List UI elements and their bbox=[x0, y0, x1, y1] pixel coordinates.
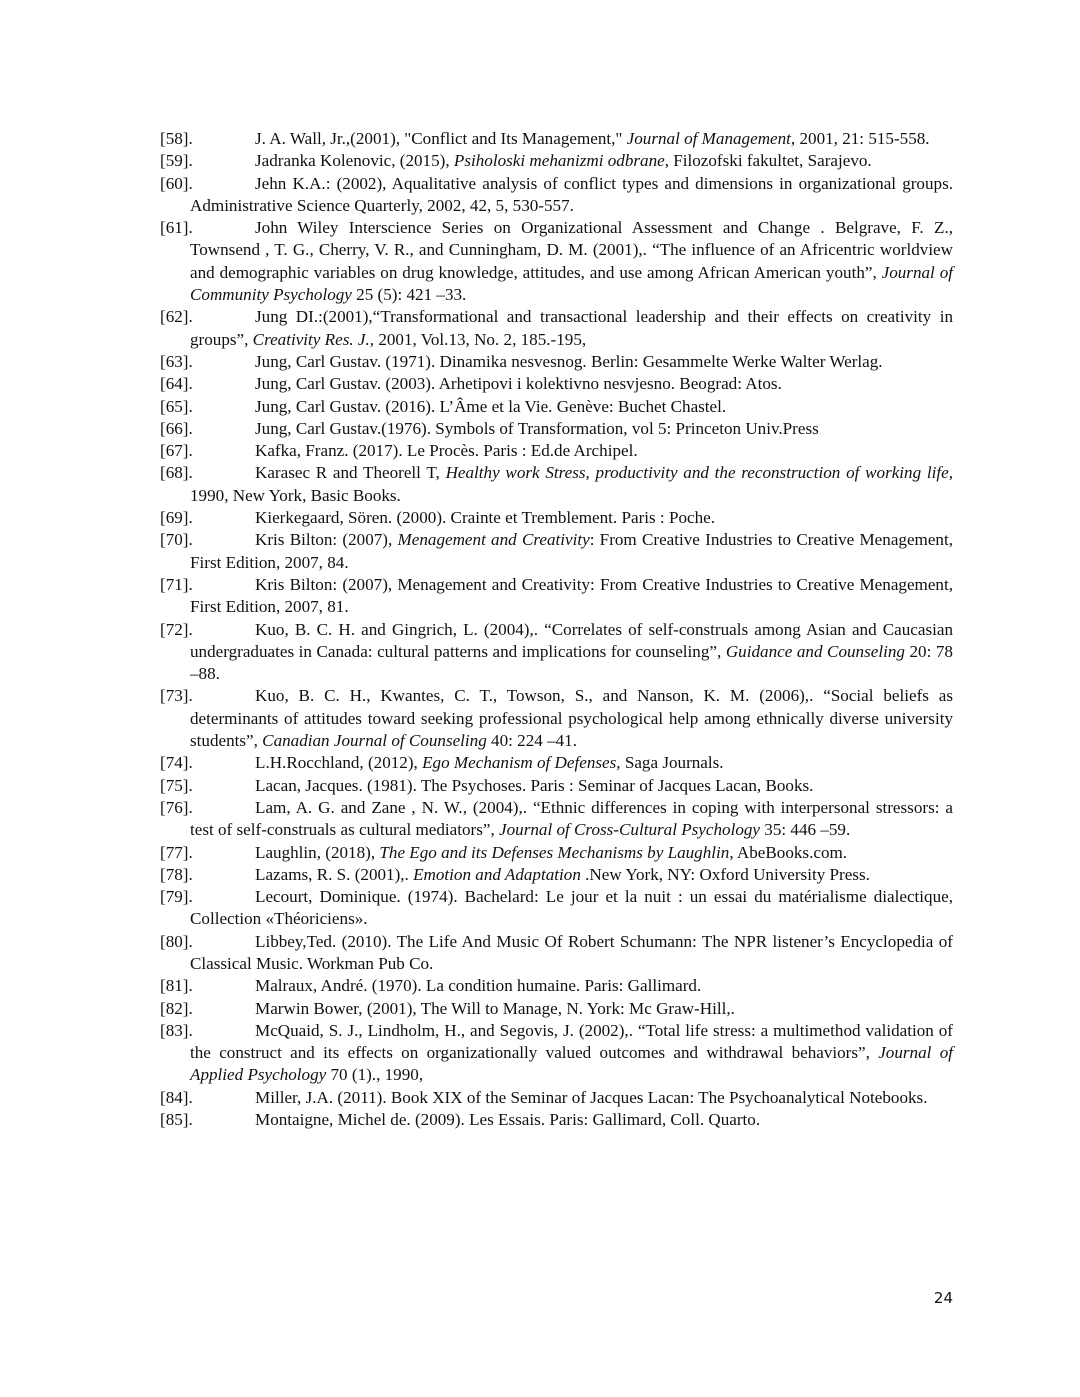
reference-number: [77]. bbox=[160, 842, 193, 862]
reference-title-italic: Healthy work Stress, productivity and the reconstruction of working life, bbox=[445, 463, 953, 483]
reference-text: Kuo, B. C. H. and Gingrich, L. (2004),. “Correlates of self-construals among Asian and Caucasian undergraduates in Canada: cultural patterns and implications for counseling”, bbox=[190, 619, 953, 661]
reference-text: , 2001, 21: 515-558. bbox=[790, 129, 930, 148]
reference-text: Marwin Bower, (2001), The Will to Manage, N. York: Mc Graw-Hill,. bbox=[255, 998, 735, 1018]
reference-text: Laughlin, (2018), bbox=[255, 842, 380, 862]
reference-title-italic: Journal of Applied Psychology bbox=[190, 1043, 954, 1085]
reference-title-italic: Journal of Cross-Cultural Psychology bbox=[499, 820, 761, 840]
reference-entry bbox=[160, 1020, 953, 1087]
reference-title-italic: Emotion and Adaptation bbox=[413, 864, 581, 884]
reference-text: John Wiley Interscience Series on Organizational Assessment and Change . Belgrave, F. Z., Townsend , T. G., Cherry, V. R., and Cunningham, D. M. (2001),. “The influence of an Africentric worldview and demographic variables on drug knowledge, attitudes, and use among African American youth”, bbox=[190, 218, 953, 282]
reference-text: : From Creative Industries to Creative Menagement, First Edition, 2007, 84. bbox=[190, 530, 953, 572]
reference-number: [68]. bbox=[160, 463, 193, 483]
reference-text: Kris Bilton: (2007), Menagement and Creativity: From Creative Industries to Creative Menagement, First Edition, 2007, 81. bbox=[190, 574, 953, 617]
reference-text: L.H.Rocchland, (2012), bbox=[255, 753, 423, 773]
reference-entry bbox=[160, 418, 953, 440]
reference-entry bbox=[160, 173, 953, 218]
reference-entry bbox=[160, 775, 953, 797]
reference-entry bbox=[160, 685, 953, 752]
reference-number: [69]. bbox=[160, 508, 193, 528]
reference-number: [75]. bbox=[160, 775, 193, 795]
reference-text: Jung, Carl Gustav. (2003). Arhetipovi i kolektivno nesvjesno. Beograd: Atos. bbox=[255, 374, 782, 394]
reference-text: Jung, Carl Gustav. (2016). L’Âme et la Vie. Genève: Buchet Chastel. bbox=[255, 396, 727, 416]
reference-entry bbox=[160, 931, 953, 976]
reference-number: [72]. bbox=[160, 619, 193, 639]
reference-title-italic: Menagement and Creativity bbox=[397, 530, 590, 550]
reference-number: [84]. bbox=[160, 1087, 193, 1107]
reference-text: J. A. Wall, Jr.,(2001), "Conflict and Its Management," bbox=[255, 129, 627, 148]
reference-title-italic: Creativity Res. J. bbox=[252, 329, 370, 349]
reference-entry bbox=[160, 975, 953, 997]
reference-entry bbox=[160, 373, 953, 395]
reference-number: [85]. bbox=[160, 1110, 193, 1130]
reference-entry bbox=[160, 351, 953, 373]
reference-number: [58]. bbox=[160, 129, 193, 148]
reference-title-italic: Journal of Management bbox=[626, 129, 791, 148]
reference-number: [64]. bbox=[160, 374, 193, 394]
reference-text: Lacan, Jacques. (1981). The Psychoses. Paris : Seminar of Jacques Lacan, Books. bbox=[255, 775, 814, 795]
reference-number: [62]. bbox=[160, 307, 193, 327]
reference-entry bbox=[160, 128, 953, 150]
reference-number: [73]. bbox=[160, 686, 193, 706]
reference-number: [80]. bbox=[160, 931, 193, 951]
reference-number: [67]. bbox=[160, 441, 193, 461]
reference-title-italic: Psiholoski mehanizmi odbrane bbox=[453, 151, 665, 171]
reference-entry bbox=[160, 886, 953, 931]
reference-text: Jung, Carl Gustav.(1976). Symbols of Transformation, vol 5: Princeton Univ.Press bbox=[255, 418, 819, 438]
reference-text: Jung DI.:(2001),“Transformational and transactional leadership and their effects on creativity in groups”, bbox=[190, 307, 953, 349]
reference-text: Miller, J.A. (2011). Book XIX of the Seminar of Jacques Lacan: The Psychoanalytical Notebooks. bbox=[255, 1087, 928, 1107]
reference-text: Karasec R and Theorell T, bbox=[255, 463, 446, 483]
reference-text: , Filozofski fakultet, Sarajevo. bbox=[664, 151, 872, 171]
reference-number: [74]. bbox=[160, 753, 193, 773]
reference-text: Lam, A. G. and Zane , N. W., (2004),. “Ethnic differences in coping with interpersonal stressors: a test of self-construals as cultural mediators”, bbox=[190, 797, 953, 840]
reference-number: [61]. bbox=[160, 218, 193, 238]
reference-entry bbox=[160, 462, 953, 507]
reference-text: , AbeBooks.com. bbox=[729, 842, 848, 862]
reference-text: Lecourt, Dominique. (1974). Bachelard: Le jour et la nuit : un essai du matérialisme dialectique, Collection «Théoriciens». bbox=[190, 887, 953, 929]
reference-entry bbox=[160, 217, 953, 306]
reference-number: [79]. bbox=[160, 887, 193, 907]
reference-text: Malraux, André. (1970). La condition humaine. Paris: Gallimard. bbox=[255, 976, 702, 996]
reference-text: Saga Journals. bbox=[620, 753, 724, 773]
reference-entry bbox=[160, 619, 953, 686]
reference-text: Kafka, Franz. (2017). Le Procès. Paris : Ed.de Archipel. bbox=[255, 441, 638, 461]
reference-number: [81]. bbox=[160, 976, 193, 996]
reference-text: Kierkegaard, Sören. (2000). Crainte et Tremblement. Paris : Poche. bbox=[255, 508, 716, 528]
reference-number: [66]. bbox=[160, 418, 193, 438]
reference-entry bbox=[160, 306, 953, 351]
reference-text: Libbey,Ted. (2010). The Life And Music Of Robert Schumann: The NPR listener’s Encyclopedia of Classical Music. Workman Pub Co. bbox=[190, 931, 953, 973]
reference-number: [70]. bbox=[160, 530, 193, 550]
reference-entry bbox=[160, 842, 953, 864]
reference-entry bbox=[160, 1109, 953, 1131]
reference-text: 35: 446 –59. bbox=[760, 820, 851, 840]
reference-text: 20: 78 –88. bbox=[190, 641, 953, 684]
reference-entry bbox=[160, 752, 953, 774]
reference-entry bbox=[160, 864, 953, 886]
reference-number: [71]. bbox=[160, 574, 193, 594]
reference-title-italic: Canadian Journal of Counseling bbox=[262, 731, 487, 751]
reference-text: Kuo, B. C. H., Kwantes, C. T., Towson, S., and Nanson, K. M. (2006),. “Social beliefs as determinants of attitudes toward seeking professional psychological help among ethnically diverse university students”, bbox=[190, 686, 953, 751]
reference-number: [78]. bbox=[160, 864, 193, 884]
reference-text: McQuaid, S. J., Lindholm, H., and Segovis, J. (2002),. “Total life stress: a multimethod validation of the construct and its effects on organizationally valued outcomes and withdrawal behaviors”, bbox=[190, 1020, 953, 1063]
reference-entry bbox=[160, 574, 953, 619]
reference-number: [82]. bbox=[160, 998, 193, 1018]
reference-entry bbox=[160, 150, 953, 172]
reference-text: Kris Bilton: (2007), bbox=[255, 530, 398, 550]
reference-entry bbox=[160, 797, 953, 842]
reference-number: [60]. bbox=[160, 173, 193, 193]
reference-text: Jung, Carl Gustav. (1971). Dinamika nesvesnog. Berlin: Gesammelte Werke Walter Werlag. bbox=[255, 351, 883, 371]
reference-title-italic: Journal of Community Psychology bbox=[190, 262, 953, 305]
reference-number: [59]. bbox=[160, 151, 193, 171]
reference-title-italic: The Ego and its Defenses Mechanisms by Laughlin bbox=[379, 842, 730, 862]
reference-text: Jadranka Kolenovic, (2015), bbox=[255, 151, 454, 171]
reference-list bbox=[160, 128, 953, 1131]
reference-entry bbox=[160, 440, 953, 462]
reference-number: [83]. bbox=[160, 1020, 193, 1040]
reference-number: [65]. bbox=[160, 396, 193, 416]
reference-text: Jehn K.A.: (2002), Aqualitative analysis of conflict types and dimensions in organizational groups. Administrative Science Quarterly, 2002, 42, 5, 530-557. bbox=[190, 173, 953, 215]
reference-text: 25 (5): 421 –33. bbox=[351, 285, 467, 305]
reference-entry bbox=[160, 1087, 953, 1109]
reference-text: 70 (1)., 1990, bbox=[326, 1065, 424, 1085]
reference-title-italic: Guidance and Counseling bbox=[725, 641, 905, 661]
reference-entry bbox=[160, 507, 953, 529]
reference-text: Montaigne, Michel de. (2009). Les Essais. Paris: Gallimard, Coll. Quarto. bbox=[255, 1110, 761, 1130]
reference-title-italic: Ego Mechanism of Defenses, bbox=[422, 753, 621, 773]
page-number: 24 bbox=[933, 1289, 953, 1307]
reference-text: , 2001, Vol.13, No. 2, 185.-195, bbox=[369, 329, 587, 349]
reference-text: Lazams, R. S. (2001),. bbox=[255, 864, 414, 884]
reference-number: [76]. bbox=[160, 797, 193, 817]
reference-number: [63]. bbox=[160, 351, 193, 371]
reference-entry bbox=[160, 998, 953, 1020]
reference-text: 40: 224 –41. bbox=[486, 731, 577, 751]
reference-entry bbox=[160, 529, 953, 574]
reference-entry bbox=[160, 396, 953, 418]
reference-text: 1990, New York, Basic Books. bbox=[190, 485, 401, 505]
reference-text: .New York, NY: Oxford University Press. bbox=[580, 864, 870, 884]
